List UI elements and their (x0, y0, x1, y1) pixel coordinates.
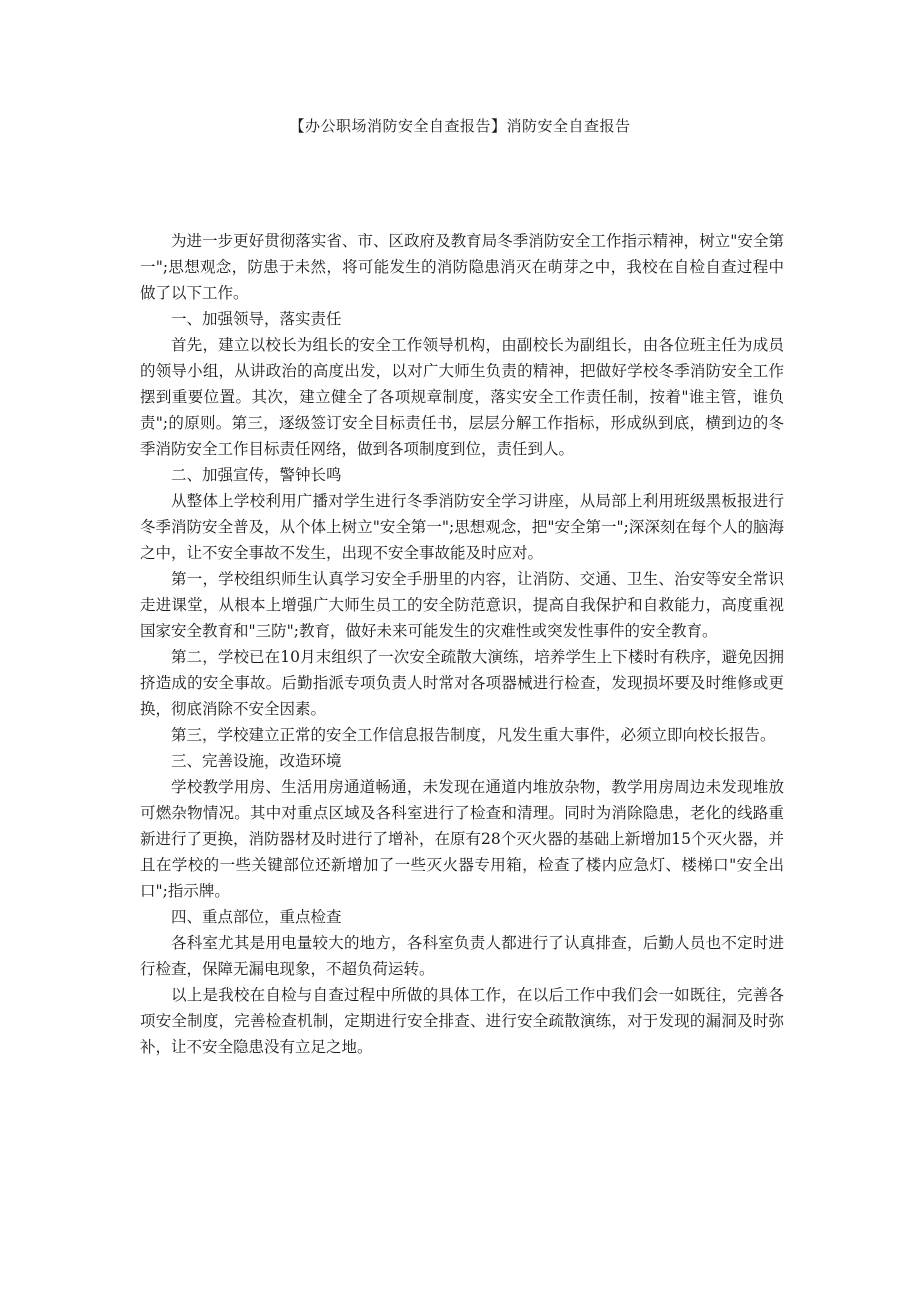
section-heading-3: 三、完善设施，改造环境 (171, 752, 342, 770)
section-heading-1: 一、加强领导，落实责任 (171, 310, 342, 328)
body-paragraph: 从整体上学校利用广播对学生进行冬季消防安全学习讲座，从局部上利用班级黑板报进行冬季消防安全普及，从个体上树立"安全第一";思想观念，把"安全第一";深深刻在每个人的脑海之中，让不安全事故不发生，出现不安全事故能及时应对。 (140, 492, 784, 562)
section-heading-4: 四、重点部位，重点检查 (171, 908, 342, 926)
body-paragraph: 第三，学校建立正常的安全工作信息报告制度，凡发生重大事件，必须立即向校长报告。 (171, 726, 776, 744)
intro-paragraph: 为进一步更好贯彻落实省、市、区政府及教育局冬季消防安全工作指示精神，树立"安全第一";思想观念，防患于未然，将可能发生的消防隐患消灭在萌芽之中，我校在自检自查过程中做了以下工作。 (140, 232, 784, 302)
document-title: 【办公职场消防安全自查报告】消防安全自查报告 (289, 117, 631, 135)
section-heading-2: 二、加强宣传，警钟长鸣 (171, 466, 342, 484)
body-paragraph: 各科室尤其是用电量较大的地方，各科室负责人都进行了认真排查，后勤人员也不定时进行检查，保障无漏电现象，不超负荷运转。 (140, 934, 784, 978)
conclusion-paragraph: 以上是我校在自检与自查过程中所做的具体工作，在以后工作中我们会一如既往，完善各项安全制度，完善检查机制，定期进行安全排查、进行安全疏散演练，对于发现的漏洞及时弥补，让不安全隐患没有立足之地。 (140, 986, 784, 1056)
document-body (140, 228, 784, 1060)
body-paragraph: 第一，学校组织师生认真学习安全手册里的内容，让消防、交通、卫生、治安等安全常识走进课堂，从根本上增强广大师生员工的安全防范意识，提高自我保护和自救能力，高度重视国家安全教育和"三防";教育，做好未来可能发生的灾难性或突发性事件的安全教育。 (140, 570, 784, 640)
body-paragraph: 第二，学校已在10月末组织了一次安全疏散大演练，培养学生上下楼时有秩序，避免因拥挤造成的安全事故。后勤指派专项负责人时常对各项器械进行检查，发现损坏要及时维修或更换，彻底消除不安全因素。 (140, 648, 784, 718)
body-paragraph: 首先，建立以校长为组长的安全工作领导机构，由副校长为副组长，由各位班主任为成员的领导小组，从讲政治的高度出发，以对广大师生负责的精神，把做好学校冬季消防安全工作摆到重要位置。其次，建立健全了各项规章制度，落实安全工作责任制，按着"谁主管，谁负责";的原则。第三，逐级签订安全目标责任书，层层分解工作指标，形成纵到底，横到边的冬季消防安全工作目标责任网络，做到各项制度到位，责任到人。 (140, 336, 784, 458)
body-paragraph: 学校教学用房、生活用房通道畅通，未发现在通道内堆放杂物，教学用房周边未发现堆放可燃杂物情况。其中对重点区域及各科室进行了检查和清理。同时为消除隐患，老化的线路重新进行了更换，消防器材及时进行了增补，在原有28个灭火器的基础上新增加15个灭火器，并且在学校的一些关键部位还新增加了一些灭火器专用箱，检查了楼内应急灯、楼梯口"安全出口";指示牌。 (140, 778, 784, 900)
